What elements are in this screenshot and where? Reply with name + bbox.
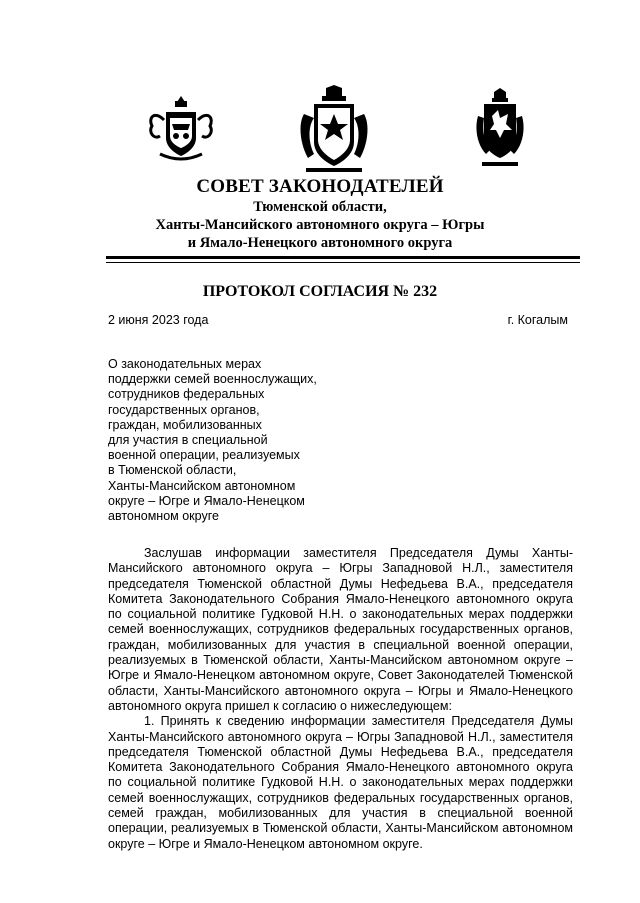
subject-line: государственных органов, [108, 402, 260, 417]
org-line-3: и Ямало-Ненецкого автономного округа [187, 235, 453, 251]
subject-block [108, 357, 348, 524]
org-line-2: Ханты-Мансийского автономного округа – Югры [155, 217, 485, 233]
protocol-place: г. Когалым [507, 313, 568, 327]
body-paragraph-2: 1. Принять к сведению информации заместителя Председателя Думы Ханты-Мансийского автономного округа – Югры Западновой Н.Л., заместителя председателя Тюменской областной Думы Нефедьева В.А., председателя Комитета Законодательного Собрания Ямало-Ненецкого автономного округа по социальной политике Гудковой Н.Н. о законодательных мерах поддержки семей военнослужащих, сотрудников федеральных государственных органов, семей граждан, мобилизованных для участия в специальной военной операции, реализуемых в Тюменской области, Ханты-Мансийском автономном округе – Югре и Ямало-Ненецком автономном округе. [108, 714, 573, 851]
subject-line: Ханты-Мансийском автономном [108, 478, 296, 493]
subject-line: сотрудников федеральных [108, 387, 265, 402]
body-text [108, 546, 573, 852]
tyumen-coat-of-arms-icon [146, 92, 216, 164]
subject-line: для участия в специальной [108, 433, 268, 448]
org-title: СОВЕТ ЗАКОНОДАТЕЛЕЙ [196, 176, 444, 197]
subject-line: поддержки семей военнослужащих, [108, 372, 317, 387]
letterhead [0, 176, 640, 252]
protocol-title: ПРОТОКОЛ СОГЛАСИЯ № 232 [202, 283, 438, 300]
subject-line: автономном округе [108, 509, 219, 524]
yanao-coat-of-arms-icon [474, 86, 526, 170]
subject-line: граждан, мобилизованных [108, 417, 262, 432]
subject-line: округе – Югре и Ямало-Ненецком [108, 493, 305, 508]
header-divider-thin [106, 262, 580, 263]
subject-line: военной операции, реализуемых [108, 448, 300, 463]
protocol-date: 2 июня 2023 года [108, 313, 209, 327]
emblems-row [0, 84, 640, 180]
khmao-coat-of-arms-icon [296, 84, 372, 176]
header-divider-thick [106, 256, 580, 259]
body-paragraph-1: Заслушав информации заместителя Председателя Думы Ханты-Мансийского автономного округа – Югры Западновой Н.Л., заместителя председателя Тюменской областной Думы Нефедьева В.А., председателя Комитета Законодательного Собрания Ямало-Ненецкого автономного округа по социальной политике Гудковой Н.Н. о законодательных мерах поддержки семей военнослужащих, сотрудников федеральных государственных органов, граждан, мобилизованных для участия в специальной военной операции, реализуемых в Тюменской области, Ханты-Мансийском автономном округе – Югре и Ямало-Ненецком автономном округе, Совет Законодателей Тюменской области, Ханты-Мансийского автономного округа – Югры и Ямало-Ненецкого автономного округа пришел к согласию о нижеследующем: [108, 546, 573, 713]
subject-line: О законодательных мерах [108, 357, 262, 371]
org-line-1: Тюменской области, [253, 199, 387, 215]
subject-line: в Тюменской области, [108, 463, 237, 478]
